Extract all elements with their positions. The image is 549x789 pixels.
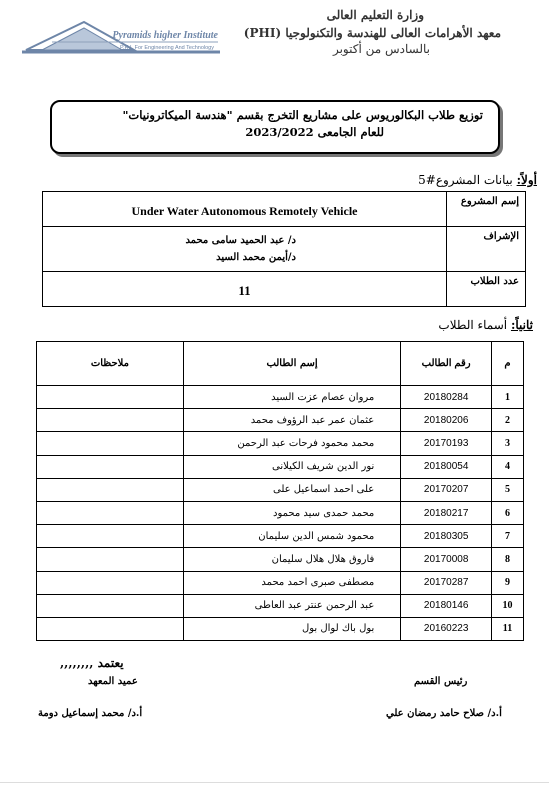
- header-student-name: إسم الطالب: [183, 342, 400, 386]
- student-name: نور الدين شريف الكيلانى: [183, 455, 400, 478]
- project-name-cell: [43, 192, 447, 227]
- row-number: 9: [492, 571, 524, 594]
- header-number: م: [492, 342, 524, 386]
- row-number: 6: [492, 501, 524, 524]
- department-head-name: أ.د/ صلاح حامد رمضان علي: [386, 708, 502, 719]
- student-id: 20170008: [401, 548, 492, 571]
- student-name: عبد الرحمن عنتر عبد العاطى: [183, 594, 400, 617]
- pyramid-logo-icon: [22, 18, 220, 58]
- dean-name: أ.د/ محمد إسماعيل دومة: [38, 708, 143, 719]
- student-id: 20180206: [401, 409, 492, 432]
- project-name-label: إسم المشروع: [447, 192, 526, 227]
- student-name: على احمد اسماعيل على: [183, 478, 400, 501]
- section-number: ثانياً:: [510, 318, 533, 332]
- notes-cell: [37, 548, 184, 571]
- notes-cell: [37, 386, 184, 409]
- logo-name: Pyramids higher Institute: [112, 30, 218, 41]
- project-name: Under Water Autonomous Remotely Vehicle: [131, 203, 358, 218]
- notes-cell: [37, 501, 184, 524]
- row-number: 10: [492, 594, 524, 617]
- table-header-row: [37, 342, 524, 386]
- supervisors-cell: [43, 227, 447, 272]
- notes-cell: [37, 409, 184, 432]
- approval-label: يعتمد ,,,,,,,,: [60, 656, 124, 670]
- notes-cell: [37, 617, 184, 640]
- student-count-row: [43, 272, 526, 307]
- student-name: عثمان عمر عبد الرؤوف محمد: [183, 409, 400, 432]
- student-count: 11: [238, 282, 251, 298]
- table-row: [37, 501, 524, 524]
- students-table: [36, 341, 524, 641]
- institute-location: بالسادس من أكتوبر: [332, 42, 430, 56]
- institute-name: معهد الأهرامات العالى للهندسة والتكنولوجيا (PHI): [243, 26, 501, 40]
- student-name: فاروق هلال هلال سليمان: [183, 548, 400, 571]
- table-row: [37, 386, 524, 409]
- row-number: 4: [492, 455, 524, 478]
- project-data-table: [42, 191, 526, 307]
- student-count-cell: [43, 272, 447, 307]
- student-name: مصطفى صبرى احمد محمد: [183, 571, 400, 594]
- notes-cell: [37, 525, 184, 548]
- student-id: 20180284: [401, 386, 492, 409]
- table-row: [37, 478, 524, 501]
- student-name: محمد حمدى سيد محمود: [183, 501, 400, 524]
- table-row: [37, 525, 524, 548]
- row-number: 3: [492, 432, 524, 455]
- supervision-row: [43, 227, 526, 272]
- student-id: 20180305: [401, 525, 492, 548]
- student-name: محمد محمود فرحات عبد الرحمن: [183, 432, 400, 455]
- document-title: توزيع طلاب البكالوريوس على مشاريع التخرج بقسم "هندسة الميكاترونيات": [122, 108, 483, 122]
- row-number: 5: [492, 478, 524, 501]
- table-row: [37, 432, 524, 455]
- notes-cell: [37, 571, 184, 594]
- student-id: 20180217: [401, 501, 492, 524]
- table-row: [37, 617, 524, 640]
- table-row: [37, 548, 524, 571]
- row-number: 2: [492, 409, 524, 432]
- row-number: 7: [492, 525, 524, 548]
- student-id: 20180054: [401, 455, 492, 478]
- supervisor-2: د/أيمن محمد السيد: [216, 252, 296, 263]
- table-row: [37, 571, 524, 594]
- department-head-title: رئيس القسم: [414, 676, 468, 687]
- notes-cell: [37, 432, 184, 455]
- supervisor-1: د/ عبد الحميد سامى محمد: [185, 235, 296, 246]
- notes-cell: [37, 478, 184, 501]
- student-id: 20170207: [401, 478, 492, 501]
- section-project-data-heading: [418, 173, 537, 187]
- section-student-names-heading: [438, 318, 533, 332]
- notes-cell: [37, 455, 184, 478]
- student-name: مروان عصام عزت السيد: [183, 386, 400, 409]
- student-id: 20170287: [401, 571, 492, 594]
- ministry-name: وزارة التعليم العالى: [326, 8, 424, 22]
- table-row: [37, 409, 524, 432]
- section-title: بيانات المشروع#5: [418, 173, 513, 187]
- header-student-id: رقم الطالب: [401, 342, 492, 386]
- student-count-label: عدد الطلاب: [447, 272, 526, 307]
- student-name: بول باك لوال بول: [183, 617, 400, 640]
- row-number: 1: [492, 386, 524, 409]
- row-number: 11: [492, 617, 524, 640]
- project-name-row: [43, 192, 526, 227]
- student-id: 20170193: [401, 432, 492, 455]
- page-bottom-divider: [0, 782, 549, 783]
- section-number: أولاً:: [516, 173, 537, 187]
- row-number: 8: [492, 548, 524, 571]
- table-row: [37, 594, 524, 617]
- notes-cell: [37, 594, 184, 617]
- student-id: 20180146: [401, 594, 492, 617]
- section-title: أسماء الطلاب: [438, 318, 508, 332]
- header-notes: ملاحظات: [37, 342, 184, 386]
- supervision-label: الإشراف: [447, 227, 526, 272]
- student-id: 20160223: [401, 617, 492, 640]
- logo-tagline: P.H.I. For Engineering And Technology: [120, 45, 214, 51]
- table-row: [37, 455, 524, 478]
- document-title-box: [50, 100, 500, 154]
- academic-year: للعام الجامعى 2023/2022: [245, 125, 384, 139]
- institute-logo: [22, 18, 220, 58]
- dean-title: عميد المعهد: [88, 676, 138, 687]
- student-name: محمود شمس الدين سليمان: [183, 525, 400, 548]
